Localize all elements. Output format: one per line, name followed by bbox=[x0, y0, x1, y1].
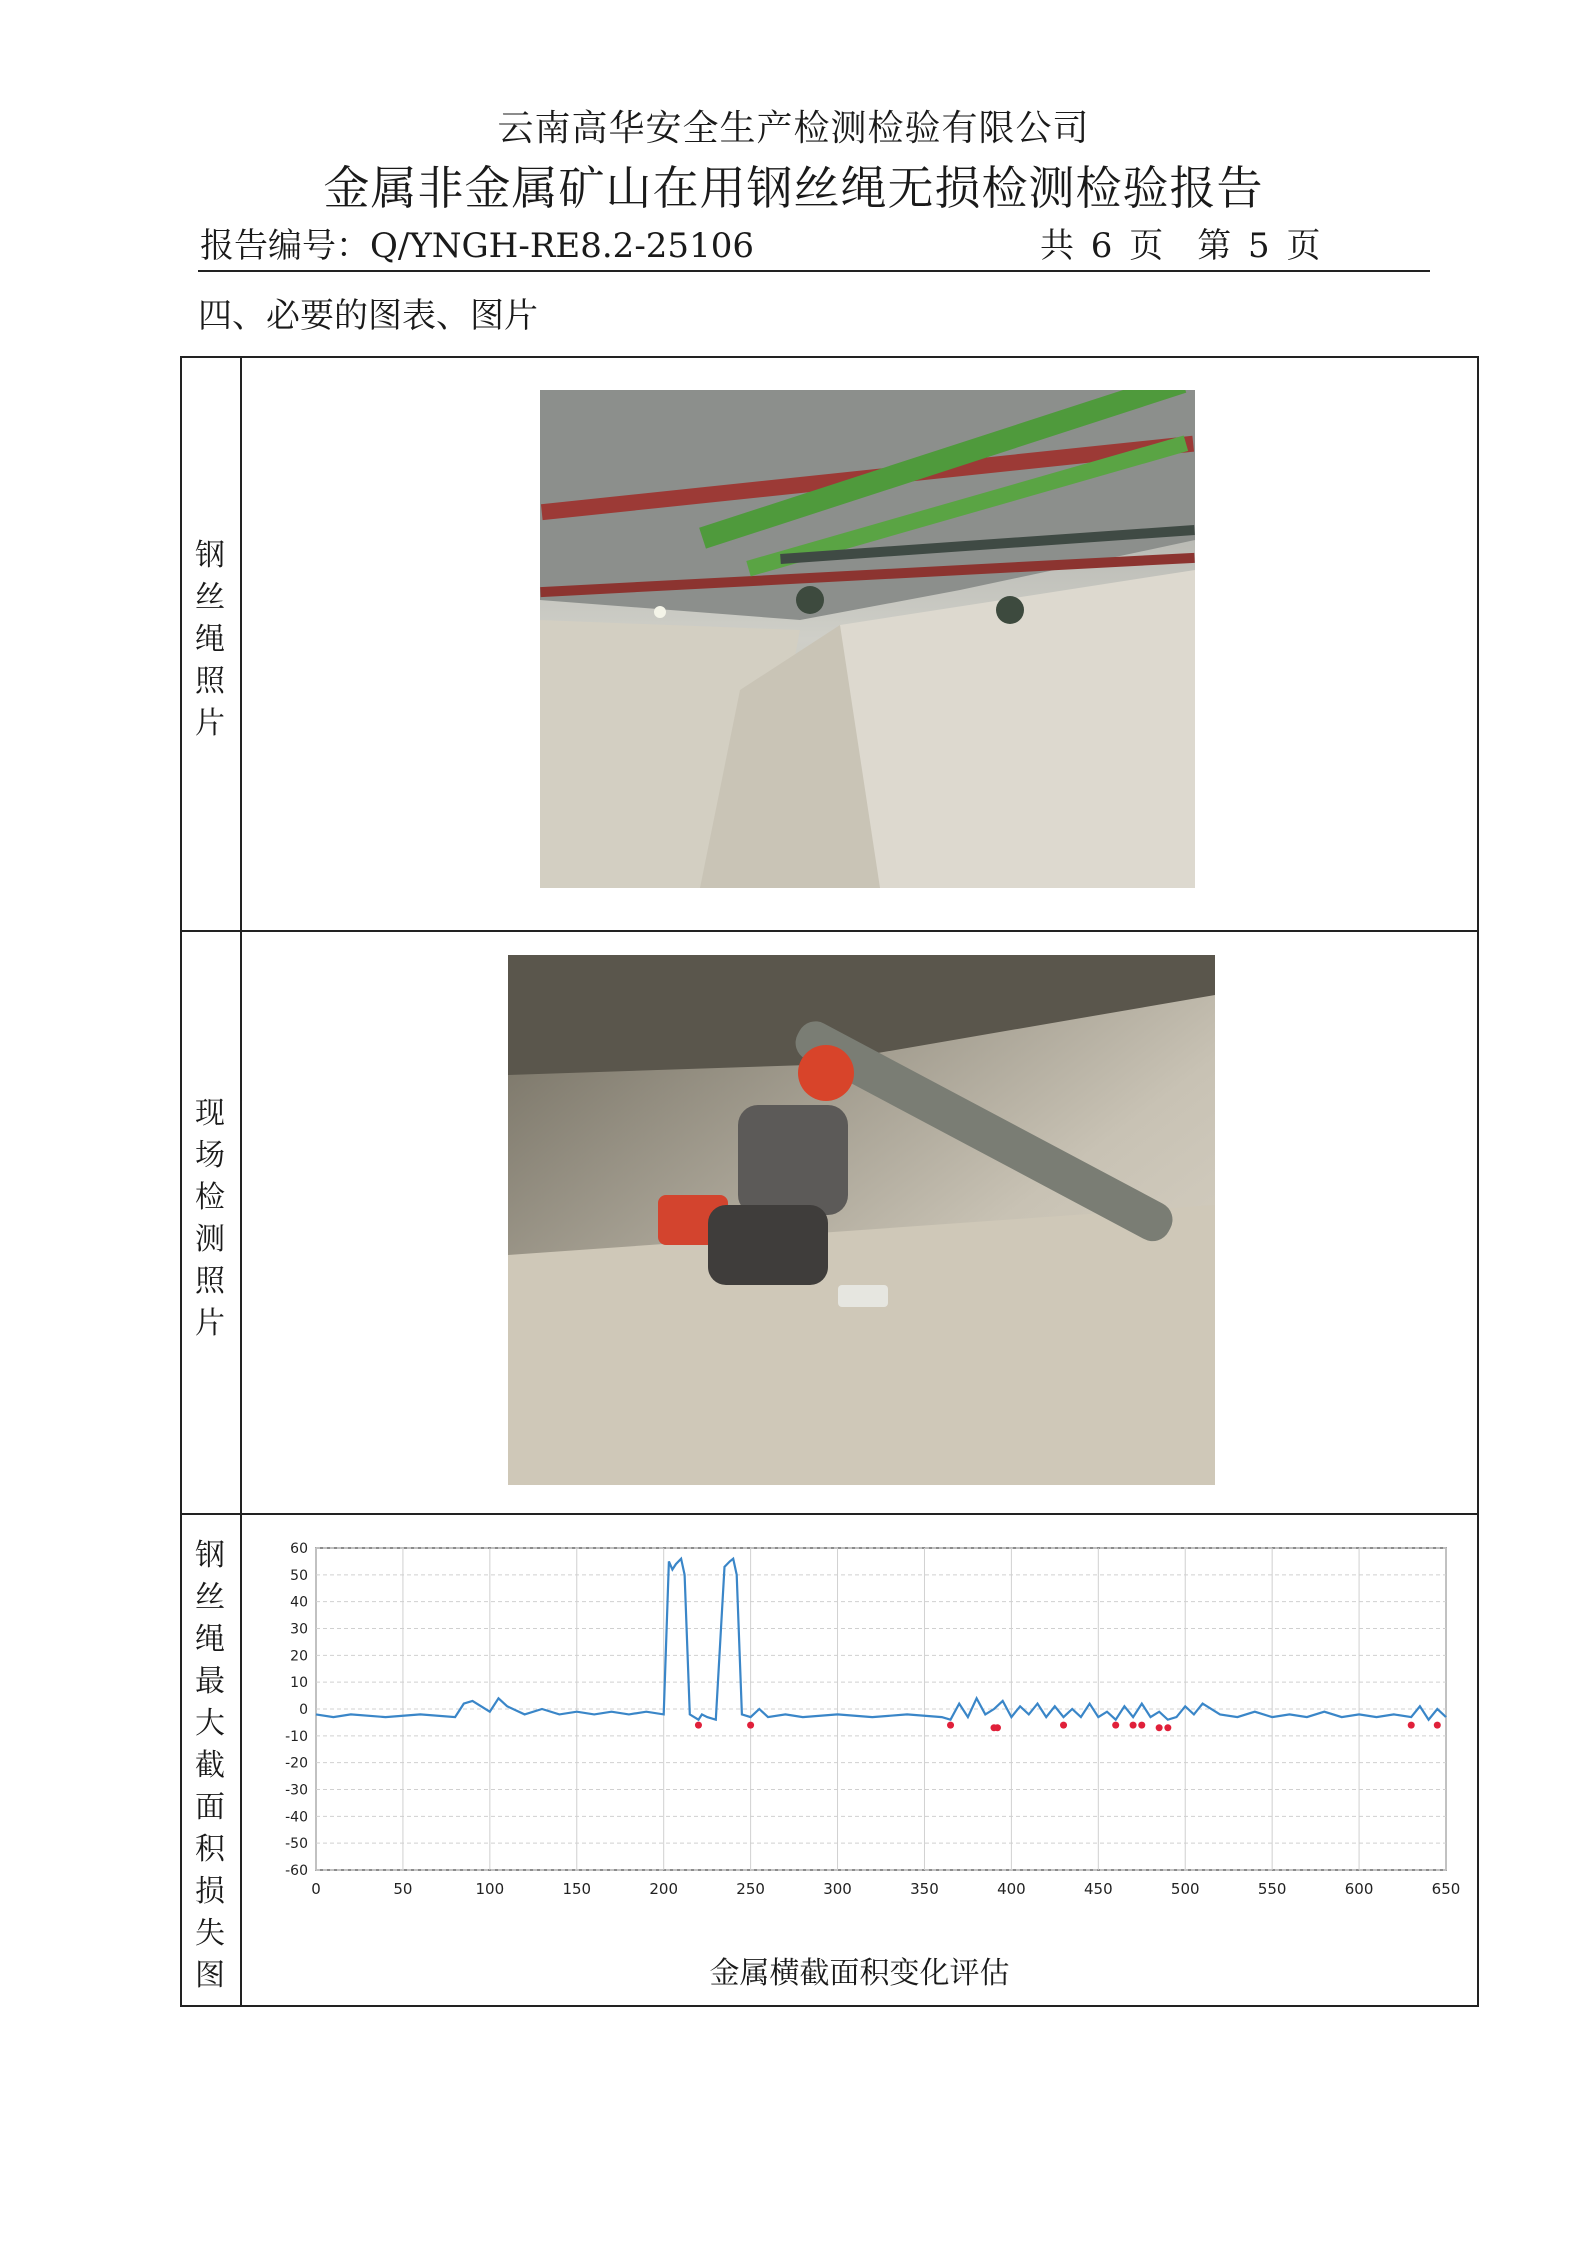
x-tick-label: 0 bbox=[311, 1880, 321, 1898]
chart-svg bbox=[256, 1540, 1461, 1910]
rope-photo bbox=[540, 390, 1195, 888]
site-inspection-photo bbox=[508, 955, 1215, 1485]
x-tick-label: 450 bbox=[1083, 1880, 1113, 1898]
column-divider bbox=[240, 356, 242, 2007]
loss-marker bbox=[1138, 1722, 1145, 1729]
company-name: 云南高华安全生产检测检验有限公司 bbox=[497, 108, 1090, 149]
y-tick-label: -30 bbox=[285, 1782, 308, 1799]
loss-marker bbox=[1408, 1722, 1415, 1729]
header-rule bbox=[198, 270, 1430, 272]
cross-section-loss-chart bbox=[256, 1540, 1461, 1910]
x-tick-label: 50 bbox=[393, 1880, 413, 1898]
loss-marker bbox=[747, 1722, 754, 1729]
y-tick-label: 10 bbox=[290, 1675, 308, 1692]
y-tick-label: -10 bbox=[285, 1728, 308, 1745]
x-tick-label: 400 bbox=[997, 1880, 1026, 1898]
y-tick-label: -40 bbox=[285, 1809, 308, 1826]
loss-marker bbox=[1112, 1722, 1119, 1729]
y-tick-label: 50 bbox=[290, 1567, 308, 1584]
y-tick-label: 60 bbox=[290, 1541, 308, 1557]
row-divider-1 bbox=[180, 930, 1479, 932]
loss-marker bbox=[994, 1724, 1001, 1731]
y-tick-label: 20 bbox=[290, 1648, 308, 1665]
loss-marker bbox=[1130, 1722, 1137, 1729]
x-tick-label: 200 bbox=[649, 1880, 679, 1898]
page-indicator: 共 6 页 第 5 页 bbox=[1040, 226, 1321, 266]
y-tick-label: 30 bbox=[290, 1621, 308, 1638]
rope-photo-image bbox=[540, 390, 1195, 888]
loss-marker bbox=[947, 1722, 954, 1729]
report-number: 报告编号：Q/YNGH-RE8.2-25106 bbox=[200, 226, 754, 266]
loss-marker bbox=[695, 1722, 702, 1729]
x-tick-label: 650 bbox=[1431, 1880, 1461, 1898]
x-tick-label: 100 bbox=[475, 1880, 505, 1898]
y-tick-label: 0 bbox=[299, 1702, 308, 1718]
row-label-rope-photo: 钢丝绳照片 bbox=[195, 538, 225, 741]
row-divider-2 bbox=[180, 1513, 1479, 1515]
row-label-loss-chart: 钢丝绳最大截面积损失图 bbox=[195, 1538, 225, 1993]
report-title: 金属非金属矿山在用钢丝绳无损检测检验报告 bbox=[323, 161, 1264, 215]
chart-caption: 金属横截面积变化评估 bbox=[709, 1956, 1010, 1991]
loss-marker bbox=[1434, 1722, 1441, 1729]
loss-marker bbox=[1156, 1724, 1163, 1731]
loss-marker bbox=[1060, 1722, 1067, 1729]
y-tick-label: -20 bbox=[285, 1755, 308, 1772]
x-tick-label: 600 bbox=[1344, 1880, 1374, 1898]
x-tick-label: 500 bbox=[1170, 1880, 1200, 1898]
x-tick-label: 300 bbox=[823, 1880, 852, 1898]
row-label-site-photo: 现场检测照片 bbox=[195, 1096, 225, 1341]
x-tick-label: 350 bbox=[910, 1880, 939, 1898]
y-tick-label: -60 bbox=[285, 1863, 308, 1879]
loss-marker bbox=[1164, 1724, 1171, 1731]
x-tick-label: 250 bbox=[736, 1880, 765, 1898]
x-tick-label: 150 bbox=[562, 1880, 592, 1898]
y-tick-label: -50 bbox=[285, 1836, 308, 1853]
y-tick-label: 40 bbox=[290, 1594, 308, 1611]
site-inspection-image bbox=[508, 955, 1215, 1485]
section-title: 四、必要的图表、图片 bbox=[198, 296, 538, 336]
x-tick-label: 550 bbox=[1257, 1880, 1287, 1898]
